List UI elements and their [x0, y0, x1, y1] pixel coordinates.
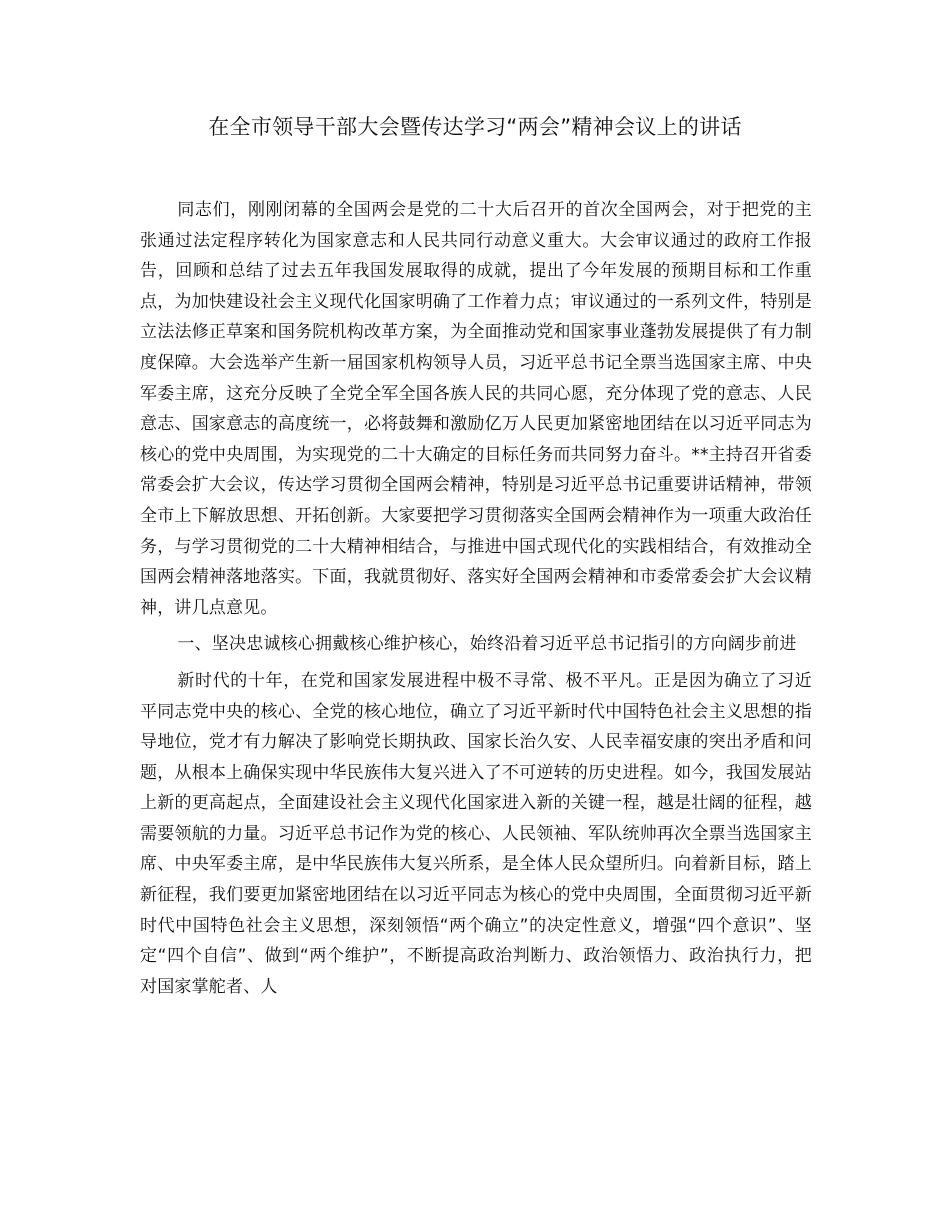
section-heading-1: 一、坚决忠诚核心拥戴核心维护核心，始终沿着习近平总书记指引的方向阔步前进	[177, 634, 797, 655]
document-body	[140, 195, 812, 1002]
document-title: 在全市领导干部大会暨传达学习“两会”精神会议上的讲话	[208, 115, 742, 139]
section-1-paragraph: 新时代的十年，在党和国家发展进程中极不寻常、极不平凡。正是因为确立了习近平同志党中央的核心、全党的核心地位，确立了习近平新时代中国特色社会主义思想的指导地位，党才有力解决了影响党长期执政、国家长治久安、人民幸福安康的突出矛盾和问题，从根本上确保实现中华民族伟大复兴进入了不可逆转的历史进程。如今，我国发展站上新的更高起点，全面建设社会主义现代化国家进入新的关键一程，越是壮阔的征程，越需要领航的力量。习近平总书记作为党的核心、人民领袖、军队统帅再次全票当选国家主席、中央军委主席，是中华民族伟大复兴所系，是全体人民众望所归。向着新目标，踏上新征程，我们要更加紧密地团结在以习近平同志为核心的党中央周围，全面贯彻习近平新时代中国特色社会主义思想，深刻领悟“两个确立”的决定性意义，增强“四个意识”、坚定“四个自信”、做到“两个维护”，不断提高政治判断力、政治领悟力、政治执行力，把对国家掌舵者、人	[140, 670, 812, 997]
intro-paragraph: 同志们，刚刚闭幕的全国两会是党的二十大后召开的首次全国两会，对于把党的主张通过法定程序转化为国家意志和人民共同行动意义重大。大会审议通过的政府工作报告，回顾和总结了过去五年我国发展取得的成就，提出了今年发展的预期目标和工作重点，为加快建设社会主义现代化国家明确了工作着力点；审议通过的一系列文件，特别是立法法修正草案和国务院机构改革方案，为全面推动党和国家事业蓬勃发展提供了有力制度保障。大会选举产生新一届国家机构领导人员，习近平总书记全票当选国家主席、中央军委主席，这充分反映了全党全军全国各族人民的共同心愿，充分体现了党的意志、人民意志、国家意志的高度统一，必将鼓舞和激励亿万人民更加紧密地团结在以习近平同志为核心的党中央周围，为实现党的二十大确定的目标任务而共同努力奋斗。**主持召开省委常委会扩大会议，传达学习贯彻全国两会精神，特别是习近平总书记重要讲话精神，带领全市上下解放思想、开拓创新。大家要把学习贯彻落实全国两会精神作为一项重大政治任务，与学习贯彻党的二十大精神相结合，与推进中国式现代化的实践相结合，有效推动全国两会精神落地落实。下面，我就贯彻好、落实好全国两会精神和市委常委会扩大会议精神，讲几点意见。	[140, 200, 812, 618]
